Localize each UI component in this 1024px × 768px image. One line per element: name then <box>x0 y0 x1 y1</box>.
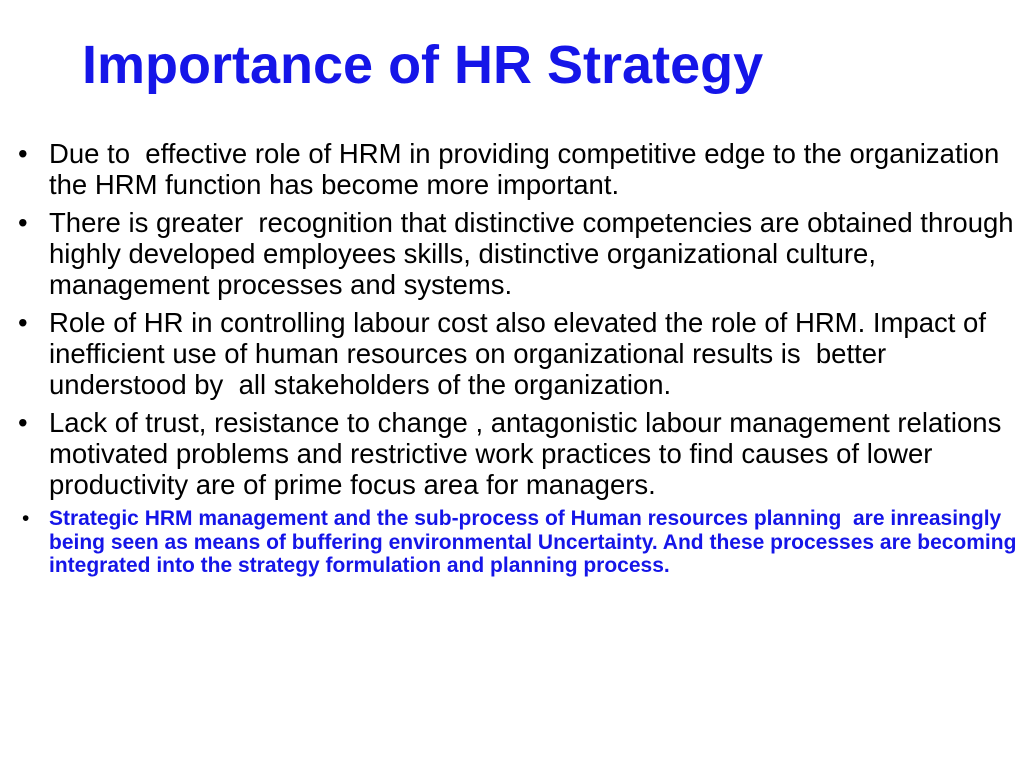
bullet-text: There is greater recognition that distinctive competencies are obtained through highly developed employees skills, distinctive organizational culture, management processes and systems. <box>49 207 1022 300</box>
bullet-item <box>0 138 1024 200</box>
bullet-item <box>0 307 1024 400</box>
bullet-text: Due to effective role of HRM in providing competitive edge to the organization the HRM function has become more important. <box>49 138 1007 200</box>
bullet-marker: • <box>18 138 28 169</box>
bullet-item <box>0 207 1024 300</box>
bullet-marker: • <box>18 407 28 438</box>
bullet-marker: • <box>18 207 28 238</box>
bullet-item-emphasis <box>0 507 1024 578</box>
bullet-marker: • <box>22 507 30 530</box>
bullet-list <box>0 138 1024 578</box>
bullet-text: Role of HR in controlling labour cost also elevated the role of HRM. Impact of inefficient use of human resources on organizational results is better understood by all stakeholders of the organization. <box>49 307 994 400</box>
bullet-text: Lack of trust, resistance to change , antagonistic labour management relations motivated problems and restrictive work practices to find causes of lower productivity are of prime focus area for managers. <box>49 407 1009 500</box>
bullet-item <box>0 407 1024 500</box>
bullet-text-emphasis: Strategic HRM management and the sub-process of Human resources planning are inreasingly being seen as means of buffering environmental Uncertainty. And these processes are becoming integrated into the strategy formulation and planning process. <box>49 507 1023 577</box>
slide-title: Importance of HR Strategy <box>82 35 764 95</box>
bullet-marker: • <box>18 307 28 338</box>
